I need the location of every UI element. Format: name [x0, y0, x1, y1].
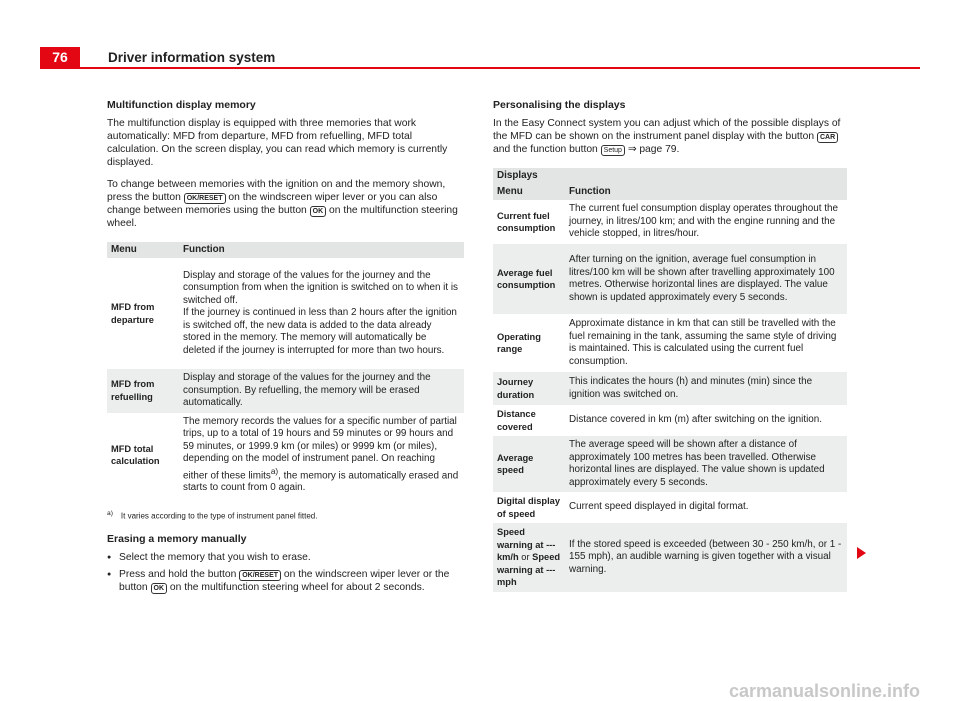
table-row — [493, 200, 847, 244]
ok-key-icon: OK — [310, 206, 327, 217]
paragraph — [107, 178, 464, 230]
ok-key-icon: OK — [151, 583, 168, 594]
table-row — [493, 314, 847, 372]
text: , the memory is automatically erased and starts to count from 0 again. — [183, 469, 459, 494]
text: To change between memories with the ignition on and the memory shown, press the button — [107, 179, 446, 203]
memory-table — [107, 242, 464, 498]
text: on the windscreen wiper lever or the button — [119, 569, 450, 594]
menu-cell: Journey duration — [493, 372, 565, 405]
function-cell — [179, 413, 464, 498]
paragraph — [493, 117, 847, 156]
function-cell: Current speed displayed in digital format. — [569, 501, 749, 513]
menu-cell: Average fuel consumption — [493, 244, 565, 314]
text: Speed warning at --- km/h — [497, 527, 556, 562]
text: on the windscreen wiper lever or you can also change between memories using the button — [107, 192, 438, 216]
table-row — [107, 369, 464, 413]
text: on the multifunction steering wheel. — [107, 205, 458, 229]
paragraph: The multifunction display is equipped with three memories that work automatically: MFD from departure, MFD from refuelling, MFD total calculation. On the screen display, you can read which memory is currently displayed. — [107, 118, 448, 168]
header-rule — [40, 67, 920, 69]
text: on the multifunction steering wheel for about 2 seconds. — [169, 582, 425, 594]
page-link[interactable]: ⇒ page 79. — [627, 144, 680, 155]
displays-table — [493, 168, 847, 592]
footnote-mark: a) — [107, 509, 113, 517]
table-row — [107, 258, 464, 369]
function-cell: Approximate distance in km that can still be travelled with the fuel remaining in the tank, assuming the same style of driving is maintained. This is calculated using the current fuel consumption. — [569, 318, 837, 367]
column-header: Menu — [107, 242, 179, 258]
table-row — [493, 405, 847, 436]
menu-cell: MFD from departure — [111, 302, 155, 325]
column-header: Menu — [493, 184, 565, 200]
footnote-text: It varies according to the type of instrument panel fitted. — [120, 511, 318, 521]
column-header: Function — [179, 242, 464, 258]
section-heading: Erasing a memory manually — [107, 533, 247, 546]
continue-arrow-icon — [857, 547, 866, 559]
left-column — [107, 99, 464, 598]
table-row — [493, 492, 847, 523]
function-cell: The average speed will be shown after a distance of approximately 100 metres has been travelled. Otherwise horizontal lines are displayed. The value shown is updated approximately every 5 seconds. — [565, 436, 847, 492]
menu-cell: MFD total calculation — [111, 443, 160, 467]
text: and the function button — [493, 144, 598, 155]
right-column — [493, 99, 847, 592]
menu-cell: MFD from refuelling — [107, 369, 179, 413]
setup-key-icon: Setup — [601, 145, 625, 156]
table-row — [493, 436, 847, 492]
text: Speed warning at --- mph — [497, 552, 561, 587]
text: In the Easy Connect system you can adjust which of the possible displays of the MFD can be shown on the instrument panel display with the button — [493, 118, 841, 142]
function-cell: Display and storage of the values for the journey and the consumption. By refuelling, the memory will be erased automatically. — [179, 369, 464, 413]
function-cell: This indicates the hours (h) and minutes (min) since the ignition was switched on. — [565, 372, 847, 405]
table-row — [107, 413, 464, 498]
ok-reset-key-icon: OK/RESET — [184, 193, 226, 204]
function-cell: Distance covered in km (m) after switching on the ignition. — [569, 414, 823, 426]
watermark: carmanualsonline.info — [728, 681, 920, 701]
table-row — [493, 523, 847, 592]
table-row — [493, 372, 847, 405]
function-cell: The current fuel consumption display operates throughout the journey, in litres/100 km; and with the engine running and the vehicle stopped, in litres/hour. — [569, 203, 838, 240]
text: or — [518, 552, 533, 562]
menu-cell: Digital display of speed — [497, 496, 561, 519]
column-header: Function — [565, 184, 847, 200]
function-cell: If the stored speed is exceeded (between 30 - 250 km/h, or 1 - 155 mph), an audible warning is given together with a visual warning. — [565, 523, 847, 592]
menu-cell: Distance covered — [497, 409, 536, 432]
menu-cell: Average speed — [493, 436, 565, 492]
menu-cell — [493, 523, 565, 592]
page-number: 76 — [40, 47, 80, 68]
bullet-item: ● Select the memory that you wish to erase. — [107, 551, 464, 564]
function-cell: Display and storage of the values for the journey and the consumption from when the ignition is switched on to when it is switched off. If the journey is continued in less than 2 hours after the ignition is switched off, the new data is added to the data already stored in the memory. The memory will automatically be deleted if the journey is interrupted for more than two hours. — [183, 269, 458, 356]
function-cell: After turning on the ignition, average fuel consumption in litres/100 km will be shown after travelling approximately 100 metres. Otherwise horizontal lines are displayed. The value shown is updated approximately every 5 seconds. — [565, 244, 847, 314]
menu-cell: Current fuel consumption — [497, 210, 556, 233]
ok-reset-key-icon: OK/RESET — [239, 570, 281, 581]
bullet-item — [107, 568, 464, 594]
text: Press and hold the button — [119, 569, 237, 581]
section-heading: Personalising the displays — [493, 99, 626, 111]
menu-cell: Operating range — [497, 331, 541, 354]
page-title: Driver information system — [108, 50, 276, 65]
footnote — [107, 507, 464, 523]
table-title: Displays — [493, 168, 847, 184]
text: The memory records the values for a specific number of partial trips, up to a total of 19 hours and 59 minutes or 99 hours and 59 minutes, or 1999.9 km (or miles) or 9999 km (or miles), depending on the model of instrument panel. On reaching either of these limits — [183, 415, 457, 481]
section-heading: Multifunction display memory — [107, 99, 256, 111]
car-key-icon: CAR — [817, 132, 838, 143]
table-row — [493, 244, 847, 314]
footnote-ref: a) — [270, 466, 279, 476]
